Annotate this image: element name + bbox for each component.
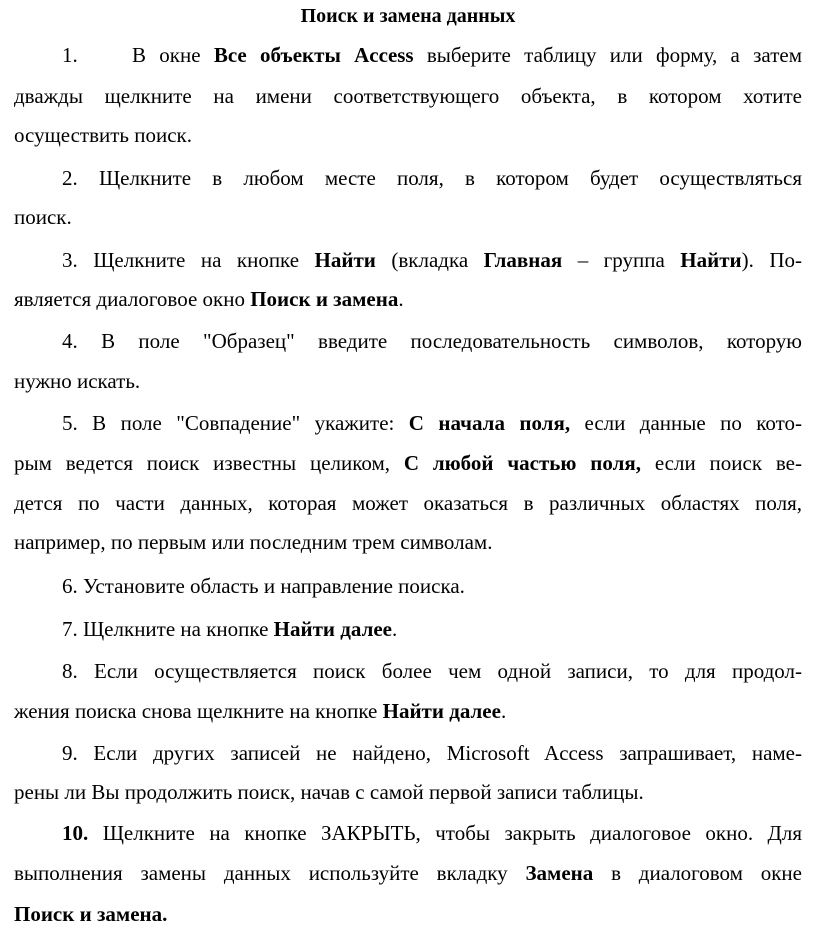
text-segment: дважды щелкните на имени соответствующего объекта, в котором хотите (14, 84, 802, 108)
text-line (14, 527, 802, 557)
text-segment: . (500, 699, 507, 723)
text-segment: например, по первым или последним трем символам. (14, 530, 493, 554)
text-segment: – группа (562, 248, 681, 272)
text-line (14, 777, 802, 807)
text-segment: 1. (62, 43, 78, 67)
bold-text: Найти далее (273, 617, 392, 641)
text-segment: в диалоговом окне (593, 861, 802, 885)
text-segment: нужно искать. (14, 369, 141, 393)
text-line (62, 40, 802, 70)
text-line (62, 326, 802, 356)
text-segment: . (392, 617, 398, 641)
document-title: Поиск и замена данных (300, 5, 516, 27)
bold-text: Главная (483, 248, 563, 272)
text-line (14, 696, 802, 726)
text-segment: рены ли Вы продолжить поиск, начав с самой первой записи таблицы. (14, 780, 644, 804)
text-segment: если данные по кото- (570, 411, 803, 435)
text-segment: В окне (132, 43, 214, 67)
text-segment: . (398, 287, 404, 311)
text-segment: если поиск ве- (641, 451, 802, 475)
bold-text: Все объекты Access (213, 43, 414, 67)
text-line (62, 818, 802, 848)
text-segment: рым ведется поиск известны целиком, (14, 451, 404, 475)
bold-text: С любой частью поля, (403, 451, 642, 475)
text-segment: выполнения замены данных используйте вкладку (14, 861, 526, 885)
text-segment: является диалоговое окно (14, 287, 251, 311)
text-segment: 9. Если других записей не найдено, Microsoft Access запрашивает, наме- (62, 741, 802, 765)
text-line (14, 120, 802, 150)
text-segment: дется по части данных, которая может оказаться в различных областях поля, (14, 491, 802, 515)
text-segment: (вкладка (375, 248, 484, 272)
bold-text: Найти (314, 248, 376, 272)
bold-text: Поиск и замена. (14, 902, 168, 926)
text-segment: выберите таблицу или форму, а затем (413, 43, 802, 67)
text-line (14, 202, 802, 232)
text-segment: поиск. (14, 205, 72, 229)
text-line (14, 284, 802, 314)
text-segment: 4. В поле "Образец" введите последовательность символов, которую (62, 329, 802, 353)
text-line (62, 163, 802, 193)
bold-text: Найти далее (382, 699, 501, 723)
text-line (62, 408, 802, 438)
text-segment: 6. Установите область и направление поиска. (62, 574, 465, 598)
text-line (14, 448, 802, 478)
bold-text: Поиск и замена (250, 287, 399, 311)
text-line (62, 656, 802, 686)
text-segment: 8. Если осуществляется поиск более чем одной записи, то для продол- (62, 659, 802, 683)
text-line (14, 366, 802, 396)
text-segment: жения поиска снова щелкните на кнопке (14, 699, 383, 723)
bold-text: Найти (680, 248, 742, 272)
text-line (62, 738, 802, 768)
text-line (14, 858, 802, 888)
text-line (14, 488, 802, 518)
bold-text: Замена (525, 861, 594, 885)
text-line (14, 899, 802, 929)
text-line (14, 81, 802, 111)
text-segment: 7. Щелкните на кнопке (62, 617, 274, 641)
text-line (62, 571, 802, 601)
text-segment: ). По- (741, 248, 802, 272)
text-line (62, 614, 802, 644)
text-segment: 2. Щелкните в любом месте поля, в котором будет осуществляться (62, 166, 802, 190)
text-segment: 3. Щелкните на кнопке (62, 248, 315, 272)
text-segment: осуществить поиск. (14, 123, 192, 147)
text-line (62, 245, 802, 275)
bold-text: 10. (62, 821, 89, 845)
text-segment: 5. В поле "Совпадение" укажите: (62, 411, 409, 435)
bold-text: С начала поля, (408, 411, 571, 435)
text-segment: Щелкните на кнопке ЗАКРЫТЬ, чтобы закрыть диалоговое окно. Для (88, 821, 802, 845)
